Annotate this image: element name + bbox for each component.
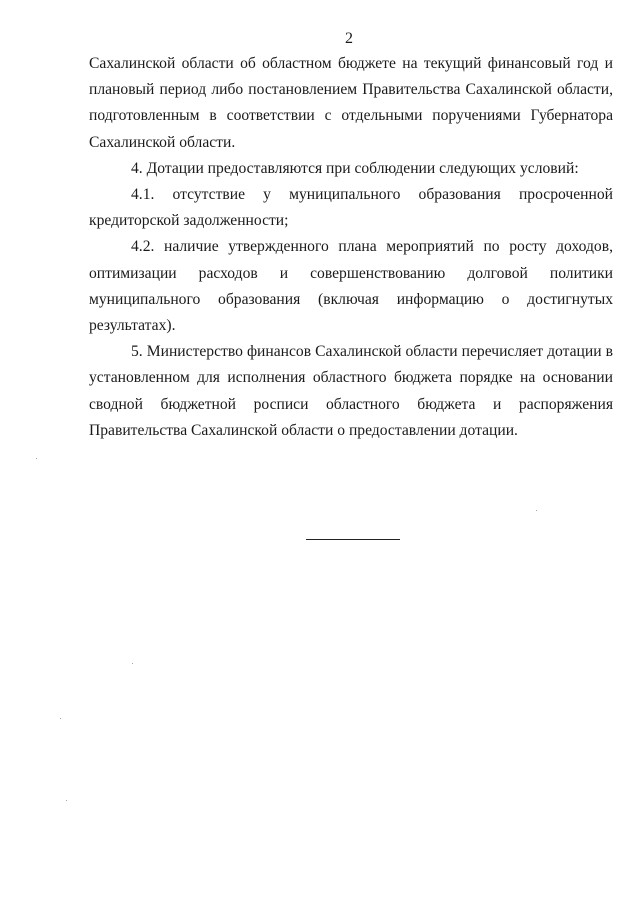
scan-speck <box>36 458 37 459</box>
scan-speck <box>66 800 67 801</box>
document-body <box>89 51 613 444</box>
paragraph-continuation: Сахалинской области об областном бюджете на текущий финансовый год и плановый период либо постановлением Правительства Сахалинской области, подготовленным в соответствии с отдельными поручениями Губернатора Сахалинской области. <box>89 55 613 151</box>
paragraph-item-4-2: 4.2. наличие утвержденного плана мероприятий по росту доходов, оптимизации расходов и совершенствованию долговой политики муниципального образования (включая информацию о достигнутых результатах). <box>89 238 613 335</box>
end-of-document-rule <box>306 539 400 540</box>
scan-speck <box>60 718 61 719</box>
scan-speck <box>132 663 133 664</box>
paragraph-item-5: 5. Министерство финансов Сахалинской области перечисляет дотации в установленном для исполнения областного бюджета порядке на основании сводной бюджетной росписи областного бюджета и распоряжения Правительства Сахалинской области о предоставлении дотации. <box>89 343 613 439</box>
paragraph-item-4: 4. Дотации предоставляются при соблюдении следующих условий: <box>131 159 579 177</box>
paragraph-item-4-1: 4.1. отсутствие у муниципального образования просроченной кредиторской задолженности; <box>89 186 613 230</box>
scan-speck <box>536 510 537 511</box>
page-number: 2 <box>345 30 353 47</box>
